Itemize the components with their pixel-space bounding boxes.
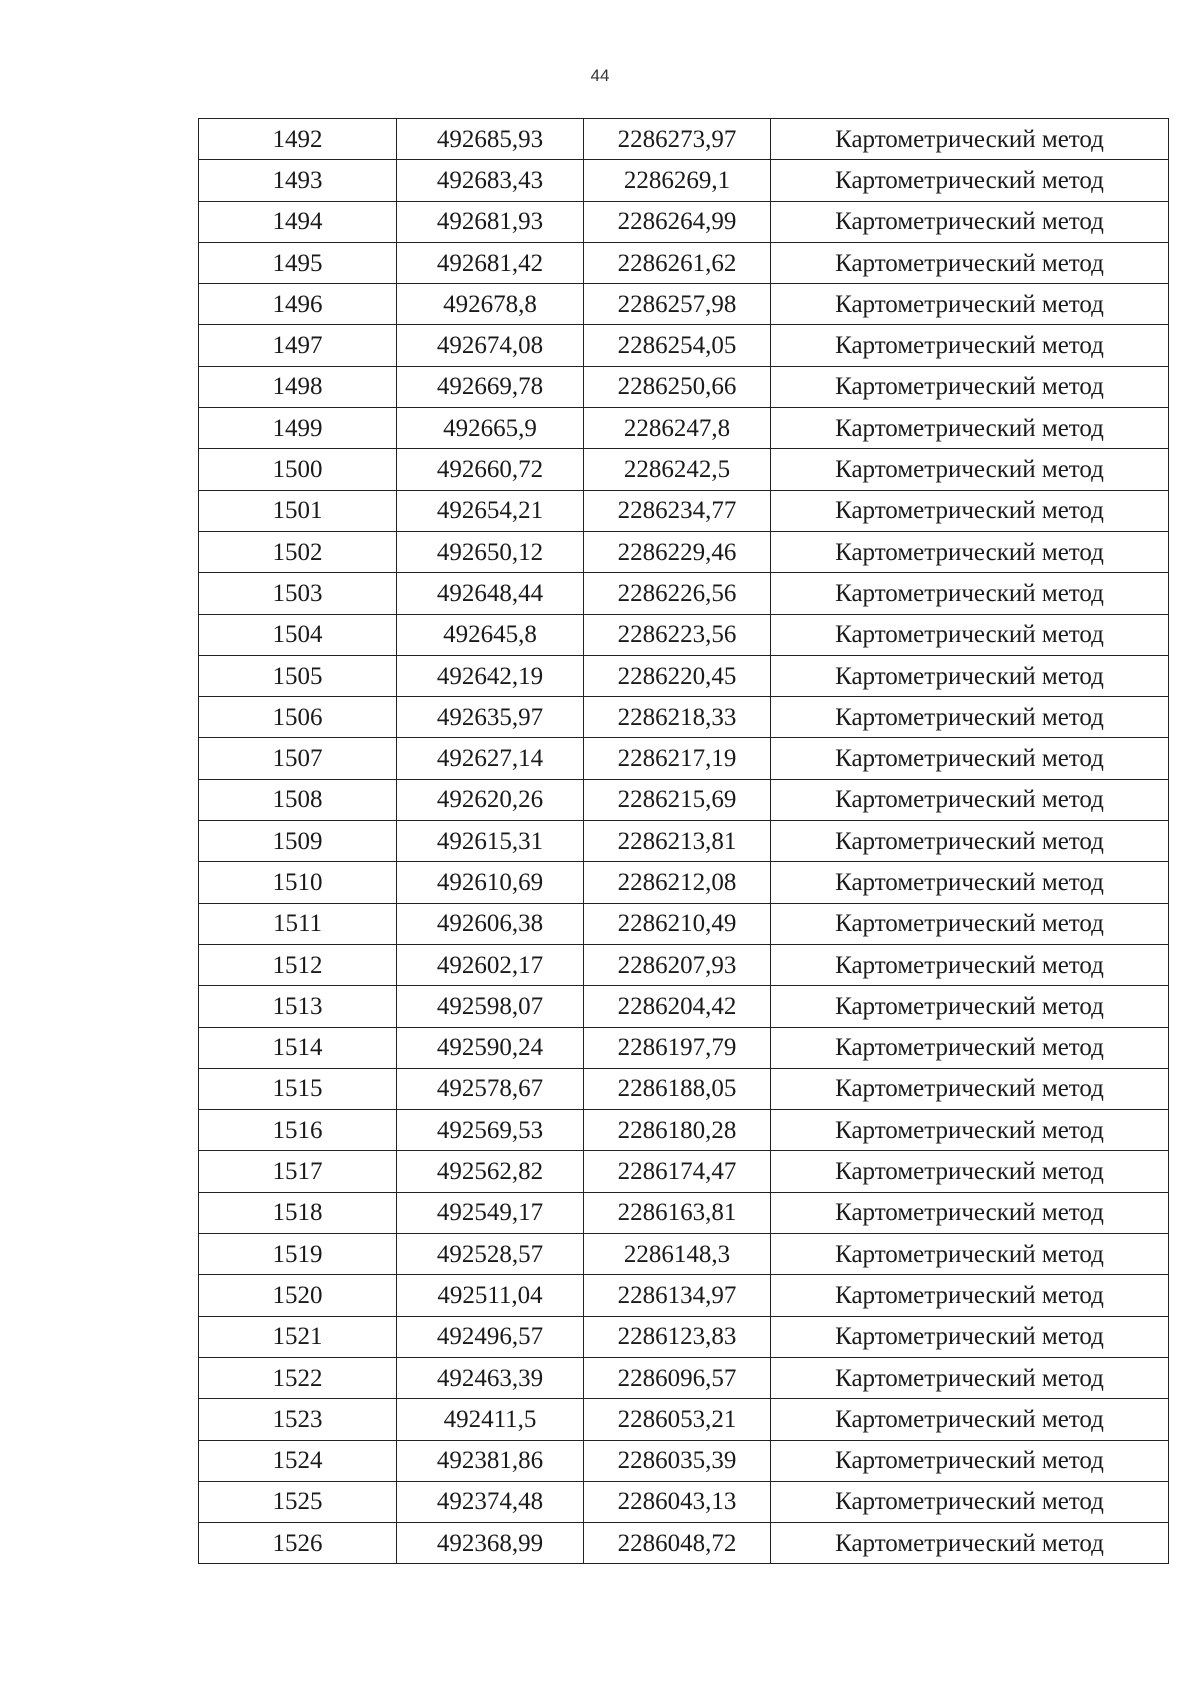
- table-row: [199, 1027, 1169, 1068]
- x-coordinate-cell: 492610,69: [397, 862, 584, 903]
- x-coordinate-cell: 492620,26: [397, 779, 584, 820]
- y-coordinate-cell: 2286148,3: [584, 1234, 771, 1275]
- point-number-cell: 1523: [199, 1399, 397, 1440]
- x-coordinate-cell: 492650,12: [397, 531, 584, 572]
- point-number-cell: 1499: [199, 408, 397, 449]
- point-number-cell: 1507: [199, 738, 397, 779]
- x-coordinate-cell: 492602,17: [397, 944, 584, 985]
- point-number-cell: 1497: [199, 325, 397, 366]
- x-coordinate-cell: 492678,8: [397, 284, 584, 325]
- table-row: [199, 449, 1169, 490]
- method-cell: Картометрический метод: [771, 573, 1169, 614]
- point-number-cell: 1492: [199, 119, 397, 160]
- x-coordinate-cell: 492368,99: [397, 1523, 584, 1564]
- point-number-cell: 1525: [199, 1481, 397, 1522]
- x-coordinate-cell: 492648,44: [397, 573, 584, 614]
- x-coordinate-cell: 492549,17: [397, 1192, 584, 1233]
- x-coordinate-cell: 492681,42: [397, 242, 584, 283]
- point-number-cell: 1521: [199, 1316, 397, 1357]
- x-coordinate-cell: 492569,53: [397, 1110, 584, 1151]
- method-cell: Картометрический метод: [771, 284, 1169, 325]
- point-number-cell: 1520: [199, 1275, 397, 1316]
- table-row: [199, 862, 1169, 903]
- point-number-cell: 1502: [199, 531, 397, 572]
- x-coordinate-cell: 492669,78: [397, 366, 584, 407]
- y-coordinate-cell: 2286217,19: [584, 738, 771, 779]
- method-cell: Картометрический метод: [771, 160, 1169, 201]
- y-coordinate-cell: 2286229,46: [584, 531, 771, 572]
- y-coordinate-cell: 2286096,57: [584, 1357, 771, 1398]
- x-coordinate-cell: 492598,07: [397, 986, 584, 1027]
- method-cell: Картометрический метод: [771, 1068, 1169, 1109]
- point-number-cell: 1496: [199, 284, 397, 325]
- method-cell: Картометрический метод: [771, 1151, 1169, 1192]
- point-number-cell: 1494: [199, 201, 397, 242]
- method-cell: Картометрический метод: [771, 614, 1169, 655]
- table-row: [199, 614, 1169, 655]
- point-number-cell: 1513: [199, 986, 397, 1027]
- x-coordinate-cell: 492578,67: [397, 1068, 584, 1109]
- y-coordinate-cell: 2286207,93: [584, 944, 771, 985]
- method-cell: Картометрический метод: [771, 1316, 1169, 1357]
- table-row: [199, 284, 1169, 325]
- x-coordinate-cell: 492463,39: [397, 1357, 584, 1398]
- table-row: [199, 119, 1169, 160]
- method-cell: Картометрический метод: [771, 531, 1169, 572]
- y-coordinate-cell: 2286210,49: [584, 903, 771, 944]
- y-coordinate-cell: 2286197,79: [584, 1027, 771, 1068]
- method-cell: Картометрический метод: [771, 408, 1169, 449]
- point-number-cell: 1512: [199, 944, 397, 985]
- y-coordinate-cell: 2286269,1: [584, 160, 771, 201]
- table-row: [199, 1316, 1169, 1357]
- x-coordinate-cell: 492411,5: [397, 1399, 584, 1440]
- point-number-cell: 1498: [199, 366, 397, 407]
- method-cell: Картометрический метод: [771, 1027, 1169, 1068]
- point-number-cell: 1504: [199, 614, 397, 655]
- table-row: [199, 779, 1169, 820]
- table-row: [199, 242, 1169, 283]
- method-cell: Картометрический метод: [771, 944, 1169, 985]
- table-row: [199, 986, 1169, 1027]
- y-coordinate-cell: 2286180,28: [584, 1110, 771, 1151]
- method-cell: Картометрический метод: [771, 986, 1169, 1027]
- method-cell: Картометрический метод: [771, 1234, 1169, 1275]
- y-coordinate-cell: 2286204,42: [584, 986, 771, 1027]
- y-coordinate-cell: 2286053,21: [584, 1399, 771, 1440]
- x-coordinate-cell: 492590,24: [397, 1027, 584, 1068]
- x-coordinate-cell: 492381,86: [397, 1440, 584, 1481]
- method-cell: Картометрический метод: [771, 862, 1169, 903]
- method-cell: Картометрический метод: [771, 779, 1169, 820]
- table-row: [199, 1399, 1169, 1440]
- method-cell: Картометрический метод: [771, 201, 1169, 242]
- y-coordinate-cell: 2286213,81: [584, 821, 771, 862]
- method-cell: Картометрический метод: [771, 697, 1169, 738]
- x-coordinate-cell: 492635,97: [397, 697, 584, 738]
- y-coordinate-cell: 2286220,45: [584, 655, 771, 696]
- table-row: [199, 1068, 1169, 1109]
- method-cell: Картометрический метод: [771, 366, 1169, 407]
- point-number-cell: 1526: [199, 1523, 397, 1564]
- x-coordinate-cell: 492660,72: [397, 449, 584, 490]
- y-coordinate-cell: 2286234,77: [584, 490, 771, 531]
- point-number-cell: 1503: [199, 573, 397, 614]
- table-row: [199, 821, 1169, 862]
- x-coordinate-cell: 492681,93: [397, 201, 584, 242]
- x-coordinate-cell: 492511,04: [397, 1275, 584, 1316]
- x-coordinate-cell: 492627,14: [397, 738, 584, 779]
- table-row: [199, 1192, 1169, 1233]
- y-coordinate-cell: 2286123,83: [584, 1316, 771, 1357]
- method-cell: Картометрический метод: [771, 1357, 1169, 1398]
- x-coordinate-cell: 492496,57: [397, 1316, 584, 1357]
- table-row: [199, 1481, 1169, 1522]
- y-coordinate-cell: 2286163,81: [584, 1192, 771, 1233]
- table-row: [199, 366, 1169, 407]
- method-cell: Картометрический метод: [771, 1399, 1169, 1440]
- table-row: [199, 201, 1169, 242]
- x-coordinate-cell: 492562,82: [397, 1151, 584, 1192]
- method-cell: Картометрический метод: [771, 1440, 1169, 1481]
- table-row: [199, 490, 1169, 531]
- method-cell: Картометрический метод: [771, 242, 1169, 283]
- method-cell: Картометрический метод: [771, 1192, 1169, 1233]
- table-row: [199, 1110, 1169, 1151]
- method-cell: Картометрический метод: [771, 449, 1169, 490]
- y-coordinate-cell: 2286247,8: [584, 408, 771, 449]
- page-number: 44: [590, 66, 610, 85]
- y-coordinate-cell: 2286215,69: [584, 779, 771, 820]
- method-cell: Картометрический метод: [771, 1275, 1169, 1316]
- point-number-cell: 1510: [199, 862, 397, 903]
- table-row: [199, 573, 1169, 614]
- point-number-cell: 1524: [199, 1440, 397, 1481]
- table-row: [199, 1440, 1169, 1481]
- y-coordinate-cell: 2286223,56: [584, 614, 771, 655]
- y-coordinate-cell: 2286257,98: [584, 284, 771, 325]
- table-row: [199, 903, 1169, 944]
- y-coordinate-cell: 2286261,62: [584, 242, 771, 283]
- y-coordinate-cell: 2286226,56: [584, 573, 771, 614]
- point-number-cell: 1495: [199, 242, 397, 283]
- point-number-cell: 1501: [199, 490, 397, 531]
- point-number-cell: 1515: [199, 1068, 397, 1109]
- x-coordinate-cell: 492685,93: [397, 119, 584, 160]
- y-coordinate-cell: 2286035,39: [584, 1440, 771, 1481]
- table-row: [199, 325, 1169, 366]
- x-coordinate-cell: 492665,9: [397, 408, 584, 449]
- method-cell: Картометрический метод: [771, 1523, 1169, 1564]
- y-coordinate-cell: 2286134,97: [584, 1275, 771, 1316]
- point-number-cell: 1500: [199, 449, 397, 490]
- method-cell: Картометрический метод: [771, 490, 1169, 531]
- coordinates-table: [198, 118, 1169, 1564]
- method-cell: Картометрический метод: [771, 1110, 1169, 1151]
- method-cell: Картометрический метод: [771, 655, 1169, 696]
- x-coordinate-cell: 492528,57: [397, 1234, 584, 1275]
- method-cell: Картометрический метод: [771, 821, 1169, 862]
- method-cell: Картометрический метод: [771, 1481, 1169, 1522]
- point-number-cell: 1522: [199, 1357, 397, 1398]
- point-number-cell: 1516: [199, 1110, 397, 1151]
- y-coordinate-cell: 2286218,33: [584, 697, 771, 738]
- table-row: [199, 738, 1169, 779]
- table-row: [199, 655, 1169, 696]
- y-coordinate-cell: 2286212,08: [584, 862, 771, 903]
- point-number-cell: 1506: [199, 697, 397, 738]
- point-number-cell: 1518: [199, 1192, 397, 1233]
- point-number-cell: 1509: [199, 821, 397, 862]
- point-number-cell: 1505: [199, 655, 397, 696]
- y-coordinate-cell: 2286254,05: [584, 325, 771, 366]
- y-coordinate-cell: 2286264,99: [584, 201, 771, 242]
- y-coordinate-cell: 2286250,66: [584, 366, 771, 407]
- table-row: [199, 1151, 1169, 1192]
- method-cell: Картометрический метод: [771, 738, 1169, 779]
- point-number-cell: 1514: [199, 1027, 397, 1068]
- coordinates-table-body: [199, 119, 1169, 1564]
- x-coordinate-cell: 492683,43: [397, 160, 584, 201]
- table-row: [199, 944, 1169, 985]
- point-number-cell: 1517: [199, 1151, 397, 1192]
- table-row: [199, 1357, 1169, 1398]
- table-row: [199, 531, 1169, 572]
- method-cell: Картометрический метод: [771, 903, 1169, 944]
- point-number-cell: 1493: [199, 160, 397, 201]
- x-coordinate-cell: 492642,19: [397, 655, 584, 696]
- table-row: [199, 697, 1169, 738]
- table-row: [199, 1275, 1169, 1316]
- point-number-cell: 1508: [199, 779, 397, 820]
- y-coordinate-cell: 2286048,72: [584, 1523, 771, 1564]
- table-row: [199, 408, 1169, 449]
- x-coordinate-cell: 492606,38: [397, 903, 584, 944]
- table-row: [199, 1523, 1169, 1564]
- table-row: [199, 1234, 1169, 1275]
- x-coordinate-cell: 492645,8: [397, 614, 584, 655]
- y-coordinate-cell: 2286174,47: [584, 1151, 771, 1192]
- method-cell: Картометрический метод: [771, 325, 1169, 366]
- x-coordinate-cell: 492374,48: [397, 1481, 584, 1522]
- y-coordinate-cell: 2286273,97: [584, 119, 771, 160]
- point-number-cell: 1519: [199, 1234, 397, 1275]
- table-row: [199, 160, 1169, 201]
- point-number-cell: 1511: [199, 903, 397, 944]
- y-coordinate-cell: 2286188,05: [584, 1068, 771, 1109]
- method-cell: Картометрический метод: [771, 119, 1169, 160]
- x-coordinate-cell: 492615,31: [397, 821, 584, 862]
- x-coordinate-cell: 492674,08: [397, 325, 584, 366]
- x-coordinate-cell: 492654,21: [397, 490, 584, 531]
- y-coordinate-cell: 2286242,5: [584, 449, 771, 490]
- y-coordinate-cell: 2286043,13: [584, 1481, 771, 1522]
